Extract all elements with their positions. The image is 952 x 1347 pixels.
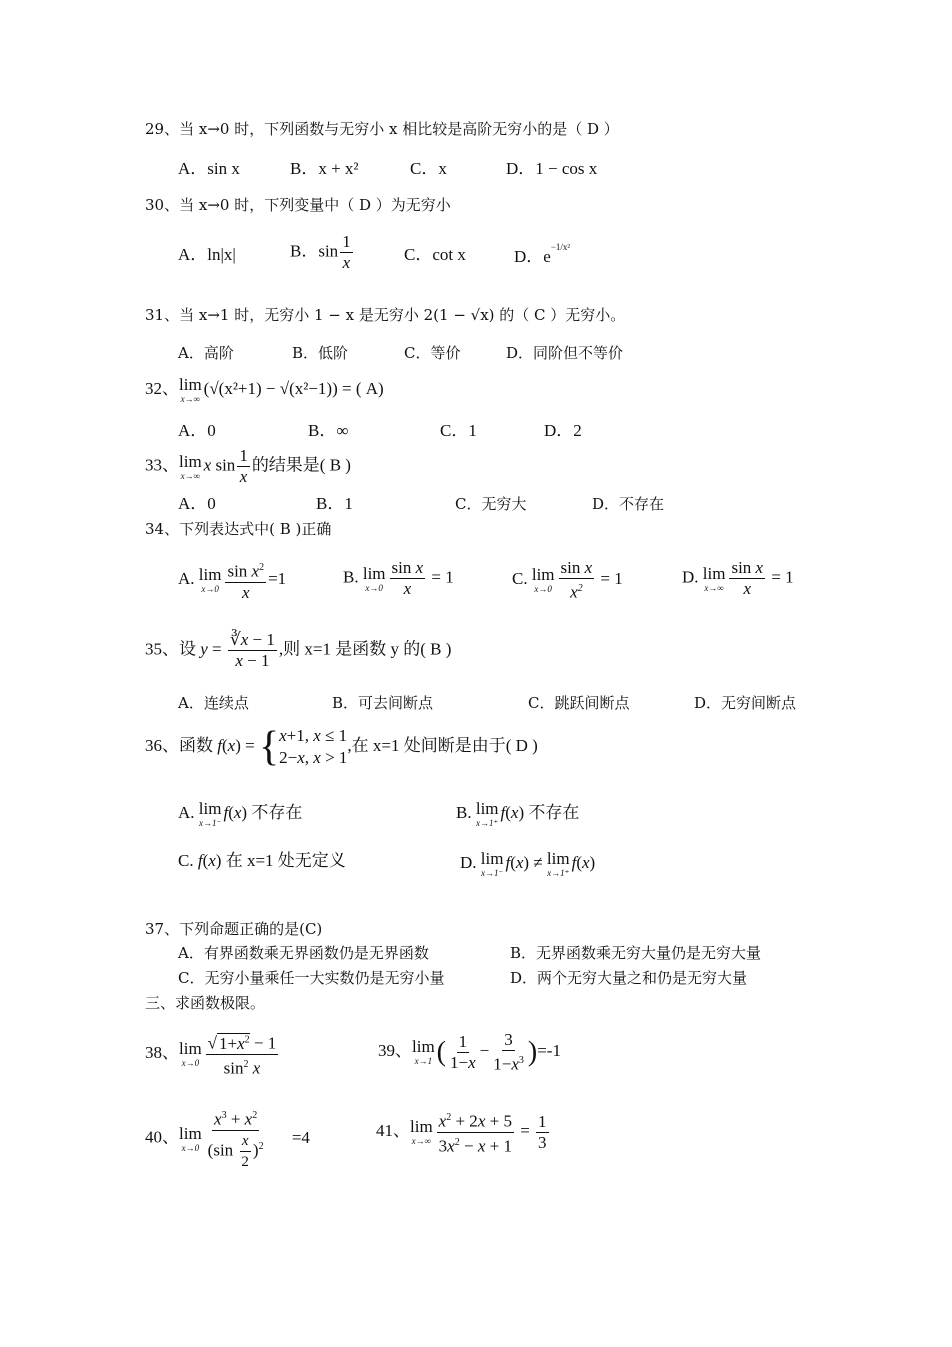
q31-option-c: C．等价	[404, 344, 461, 362]
q30-option-a: A．ln|x|	[178, 245, 236, 264]
q31-stem: 31、当 x→1 时，无穷小 1 − x 是无穷小 2(1 − √x) 的（ C ）无穷小。	[145, 306, 626, 324]
q29-option-b: B．x + x²	[290, 159, 359, 178]
q34-stem: 34、下列表达式中( B )正确	[145, 520, 332, 538]
q39-expression: 39、 lim x→1 ( $\frac{1}{1-x}$ − $\frac{3}{1-x^3}$ )=-1	[378, 1030, 561, 1074]
q40-expression: 40、 lim x→0 $x^3 + x^2$ (sin $\frac{x}{2}$ )$^2$ =4	[145, 1106, 310, 1172]
q33-option-c: C．无穷大	[455, 495, 527, 513]
q33-option-a: A．0	[178, 494, 216, 513]
q34-option-c: C. lim x→0 $\frac{\text{sin x}}{x^2}$ = 1	[512, 558, 623, 602]
q34-option-a: A. lim x→0 $\frac{\sin x^2}{x}$ =1	[178, 558, 286, 603]
q31-option-a: A．高阶	[178, 344, 234, 362]
q33-expression: 33、 lim x→∞ x sin $\frac{1}{x}$ 的结果是( B )	[145, 446, 351, 486]
q30-option-d: D．$e^{-1/x^2}$	[514, 242, 571, 266]
q30-option-c: C．cot x	[404, 245, 466, 264]
q37-option-d: D．两个无穷大量之和仍是无穷大量	[510, 969, 748, 987]
q30-option-b: B．sin $\frac{1}{x}$	[290, 232, 351, 272]
q32-expression: 32、 lim x→∞ (√(x²+1) − √(x²−1)) = ( A)	[145, 375, 384, 404]
q32-option-c: C．1	[440, 421, 477, 440]
q37-stem: 37、下列命题正确的是(C)	[145, 920, 323, 938]
q37-option-b: B．无界函数乘无穷大量仍是无穷大量	[510, 944, 762, 962]
section-three-heading: 三、求函数极限。	[145, 994, 266, 1012]
q29-option-d: D．1 − cos x	[506, 159, 598, 178]
q35-option-d: D．无穷间断点	[694, 694, 797, 712]
q29-option-a: A．sin x	[178, 159, 240, 178]
q38-expression: 38、 lim x→0 $\frac{√ 1+x^2 - 1}{\sin^2 x}$	[145, 1030, 280, 1078]
q29-option-c: C．x	[410, 159, 447, 178]
q31-option-b: B．低阶	[292, 344, 349, 362]
q32-option-a: A．0	[178, 421, 216, 440]
q41-expression: 41、 lim x→∞ $\frac{x^2 + 2x + 5}{3x^2 - x + 1}$ = $\frac{1}{3}$	[376, 1108, 551, 1156]
q34-option-b: B. lim x→0 $\frac{\text{sin x}}{x}$ = 1	[343, 558, 454, 598]
q30-stem: 30、当 x→0 时，下列变量中（ D ）为无穷小	[145, 196, 451, 214]
q35-expression: 35、设 y = $\frac{∛x - 1}{x - 1}$ ,则 x=1 是函数 y 的( B )	[145, 630, 452, 670]
q36-option-a: A. lim x→1⁻ f(x) 不存在	[178, 799, 303, 828]
q33-option-d: D．不存在	[592, 495, 665, 513]
q37-option-c: C．无穷小量乘任一大实数仍是无穷小量	[178, 969, 445, 987]
q36-expression: 36、函数 f(x) = { x+1, x ≤ 1 2−x, x > 1 ,在 x=1 处间断是由于( D )	[145, 724, 538, 770]
q37-option-a: A．有界函数乘无界函数仍是无界函数	[178, 944, 429, 962]
q36-option-c: C. f(x) 在 x=1 处无定义	[178, 851, 346, 870]
q36-option-b: B. lim x→1⁺ f(x) 不存在	[456, 799, 580, 828]
q31-option-d: D．同阶但不等价	[506, 344, 624, 362]
q35-option-a: A．连续点	[178, 694, 249, 712]
q32-option-b: B．∞	[308, 421, 349, 440]
q36-option-d: D. lim x→1⁻ f(x) ≠ lim x→1⁺ f(x)	[460, 849, 596, 878]
q35-option-c: C．跳跃间断点	[528, 694, 630, 712]
q29-stem: 29、当 x→0 时，下列函数与无穷小 x 相比较是高阶无穷小的是（ D ）	[145, 120, 619, 138]
q33-option-b: B．1	[316, 494, 353, 513]
q34-option-d: D. lim x→∞ $\frac{\text{sin x}}{x}$ = 1	[682, 558, 794, 598]
q32-option-d: D．2	[544, 421, 582, 440]
q35-option-b: B．可去间断点	[332, 694, 434, 712]
